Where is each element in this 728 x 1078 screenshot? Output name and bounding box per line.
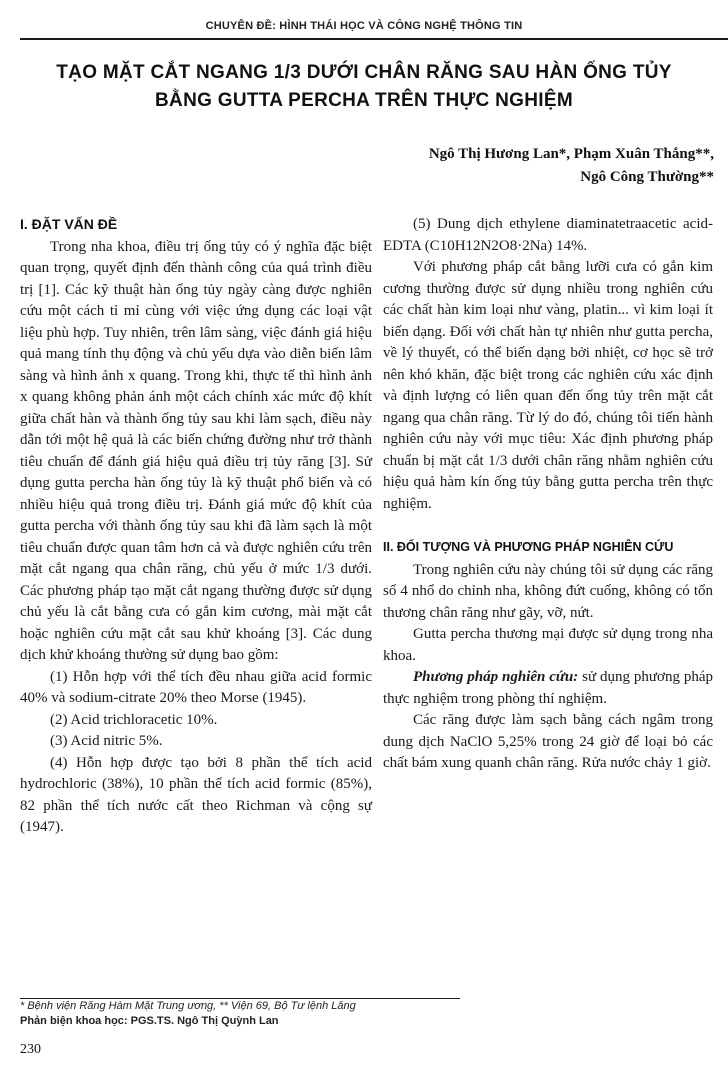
- paragraph: (5) Dung dịch ethylene diaminatetraacetic acid-EDTA (C10H12N2O8·2Na) 14%.: [383, 216, 713, 254]
- footnote-reviewer: [20, 1015, 620, 1027]
- authors-line-1: Ngô Thị Hương Lan*, Phạm Xuân Thắng**,: [428, 146, 714, 162]
- paragraph: [383, 667, 713, 710]
- method-text: sử dụng phương pháp thực nghiệm trong phòng thí nghiệm.: [383, 669, 714, 707]
- footnote-divider: [20, 998, 460, 999]
- paragraph: (1) Hỗn hợp với thể tích đều nhau giữa acid formic 40% và sodium-citrate 20% theo Morse (1945).: [20, 668, 372, 706]
- paragraph: (2) Acid trichloracetic 10%.: [50, 711, 218, 728]
- section-heading-methods: II. ĐỐI TƯỢNG VÀ PHƯƠNG PHÁP NGHIÊN CỨU: [383, 540, 674, 554]
- paragraph: Trong nha khoa, điều trị ống tủy có ý nghĩa đặc biệt quan trọng, quyết định đến thành công của quá trình điều trị [1]. Các kỹ thuật hàn ống tủy ngày càng được nghiên cứu một cách tỉ mỉ cùng với việc ứng dụng các loại vật liệu phù hợp. Tuy nhiên, trên lâm sàng, việc đánh giá hiệu quả mang tính thụ động và chủ yếu dựa vào diễn biến lâm sàng và hình ảnh x quang. Trong khi, thực tế thì hình ảnh x quang không phản ánh một cách chính xác mức độ khít giữa chất hàn và thành ống tủy sau khi làm sạch, điều này dẫn tới một hệ quả là các biến chứng đường như trở thành tiêu chuẩn để đánh giá hiệu quả điều trị tủy răng [3]. Sử dụng gutta percha hàn ống tủy là kỹ thuật phổ biến và có nhiều hiệu quả trong điều trị. Đánh giá mức độ khít của gutta percha với thành ống tủy sau khi đã làm sạch là một tiêu chuẩn được quan tâm hơn cả và được nghiên cứu trên mặt cắt ngang qua chân răng, chủ yếu ở mức 1/3 dưới. Các phương pháp tạo mặt cắt ngang thường được sử dụng chủ yếu là cắt bằng cưa có gắn kim cương, mài mặt cắt hoặc nghiên cứu mặt cắt sau khử khoáng [3]. Các dung dịch khử khoáng thường sử dụng bao gồm:: [20, 238, 372, 663]
- header-divider: [20, 38, 728, 40]
- paragraph: Các răng được làm sạch bằng cách ngâm trong dung dịch NaClO 5,25% trong 24 giờ để loại bỏ các chất bám xung quanh chân răng. Rửa nước chảy 1 giờ.: [383, 712, 713, 771]
- footnote-affiliations: * Bệnh viện Răng Hàm Mặt Trung ương, ** Viện 69, Bộ Tư lệnh Lăng: [20, 1000, 356, 1012]
- right-column: [383, 214, 713, 775]
- article-title-line-1: TẠO MẶT CẮT NGANG 1/3 DƯỚI CHÂN RĂNG SAU HÀN ỐNG TỦY: [56, 62, 672, 83]
- reviewer-label: Phản biện khoa học:: [20, 1015, 128, 1027]
- authors-line-2: Ngô Công Thường**: [580, 169, 714, 185]
- article-title-line-2: BẰNG GUTTA PERCHA TRÊN THỰC NGHIỆM: [155, 90, 573, 111]
- left-column: [20, 214, 372, 839]
- reviewer-name: PGS.TS. Ngô Thị Quỳnh Lan: [130, 1015, 279, 1027]
- paragraph: Gutta percha thương mại được sử dụng trong nha khoa.: [383, 626, 713, 664]
- running-header: CHUYÊN ĐỀ: HÌNH THÁI HỌC VÀ CÔNG NGHỆ THÔNG TIN: [205, 20, 523, 32]
- paragraph: Với phương pháp cắt bằng lưỡi cưa có gắn kim cương thường được sử dụng nhiều trong nghiên cứu các chất hàn kim loại như vàng, platin... vì kim loại ít biến dạng. Đối với chất hàn tự nhiên như gutta percha, về lý thuyết, có thể biến dạng bởi nhiệt, cơ học sẽ trở nên khó khăn, đặc biệt trong các nghiên cứu xác định và định lượng có liên quan đến ống tủy trên mặt cắt ngang qua chân răng. Từ lý do đó, chúng tôi tiến hành nghiên cứu này với mục tiêu: Xác định phương pháp chuẩn bị mặt cắt 1/3 dưới chân răng nhằm nghiên cứu hiệu quả hàm kín ống tủy bằng gutta percha trên thực nghiệm.: [383, 259, 713, 512]
- section-heading-introduction: I. ĐẶT VẤN ĐỀ: [20, 216, 118, 232]
- paragraph: (4) Hỗn hợp được tạo bởi 8 phần thể tích acid hydrochloric (38%), 10 phần thể tích acid formic (85%), 82 phần thể tích nước cất theo Richman và cộng sự (1947).: [20, 754, 372, 835]
- spacer: [383, 515, 713, 537]
- page-number: 230: [20, 1042, 41, 1057]
- method-label: Phương pháp nghiên cứu:: [413, 669, 579, 685]
- paragraph: (3) Acid nitric 5%.: [50, 733, 163, 749]
- paragraph: Trong nghiên cứu này chúng tôi sử dụng các răng số 4 nhổ do chỉnh nha, không đứt cuống, không có tổn thương chân răng như gãy, vỡ, nứt.: [383, 561, 713, 621]
